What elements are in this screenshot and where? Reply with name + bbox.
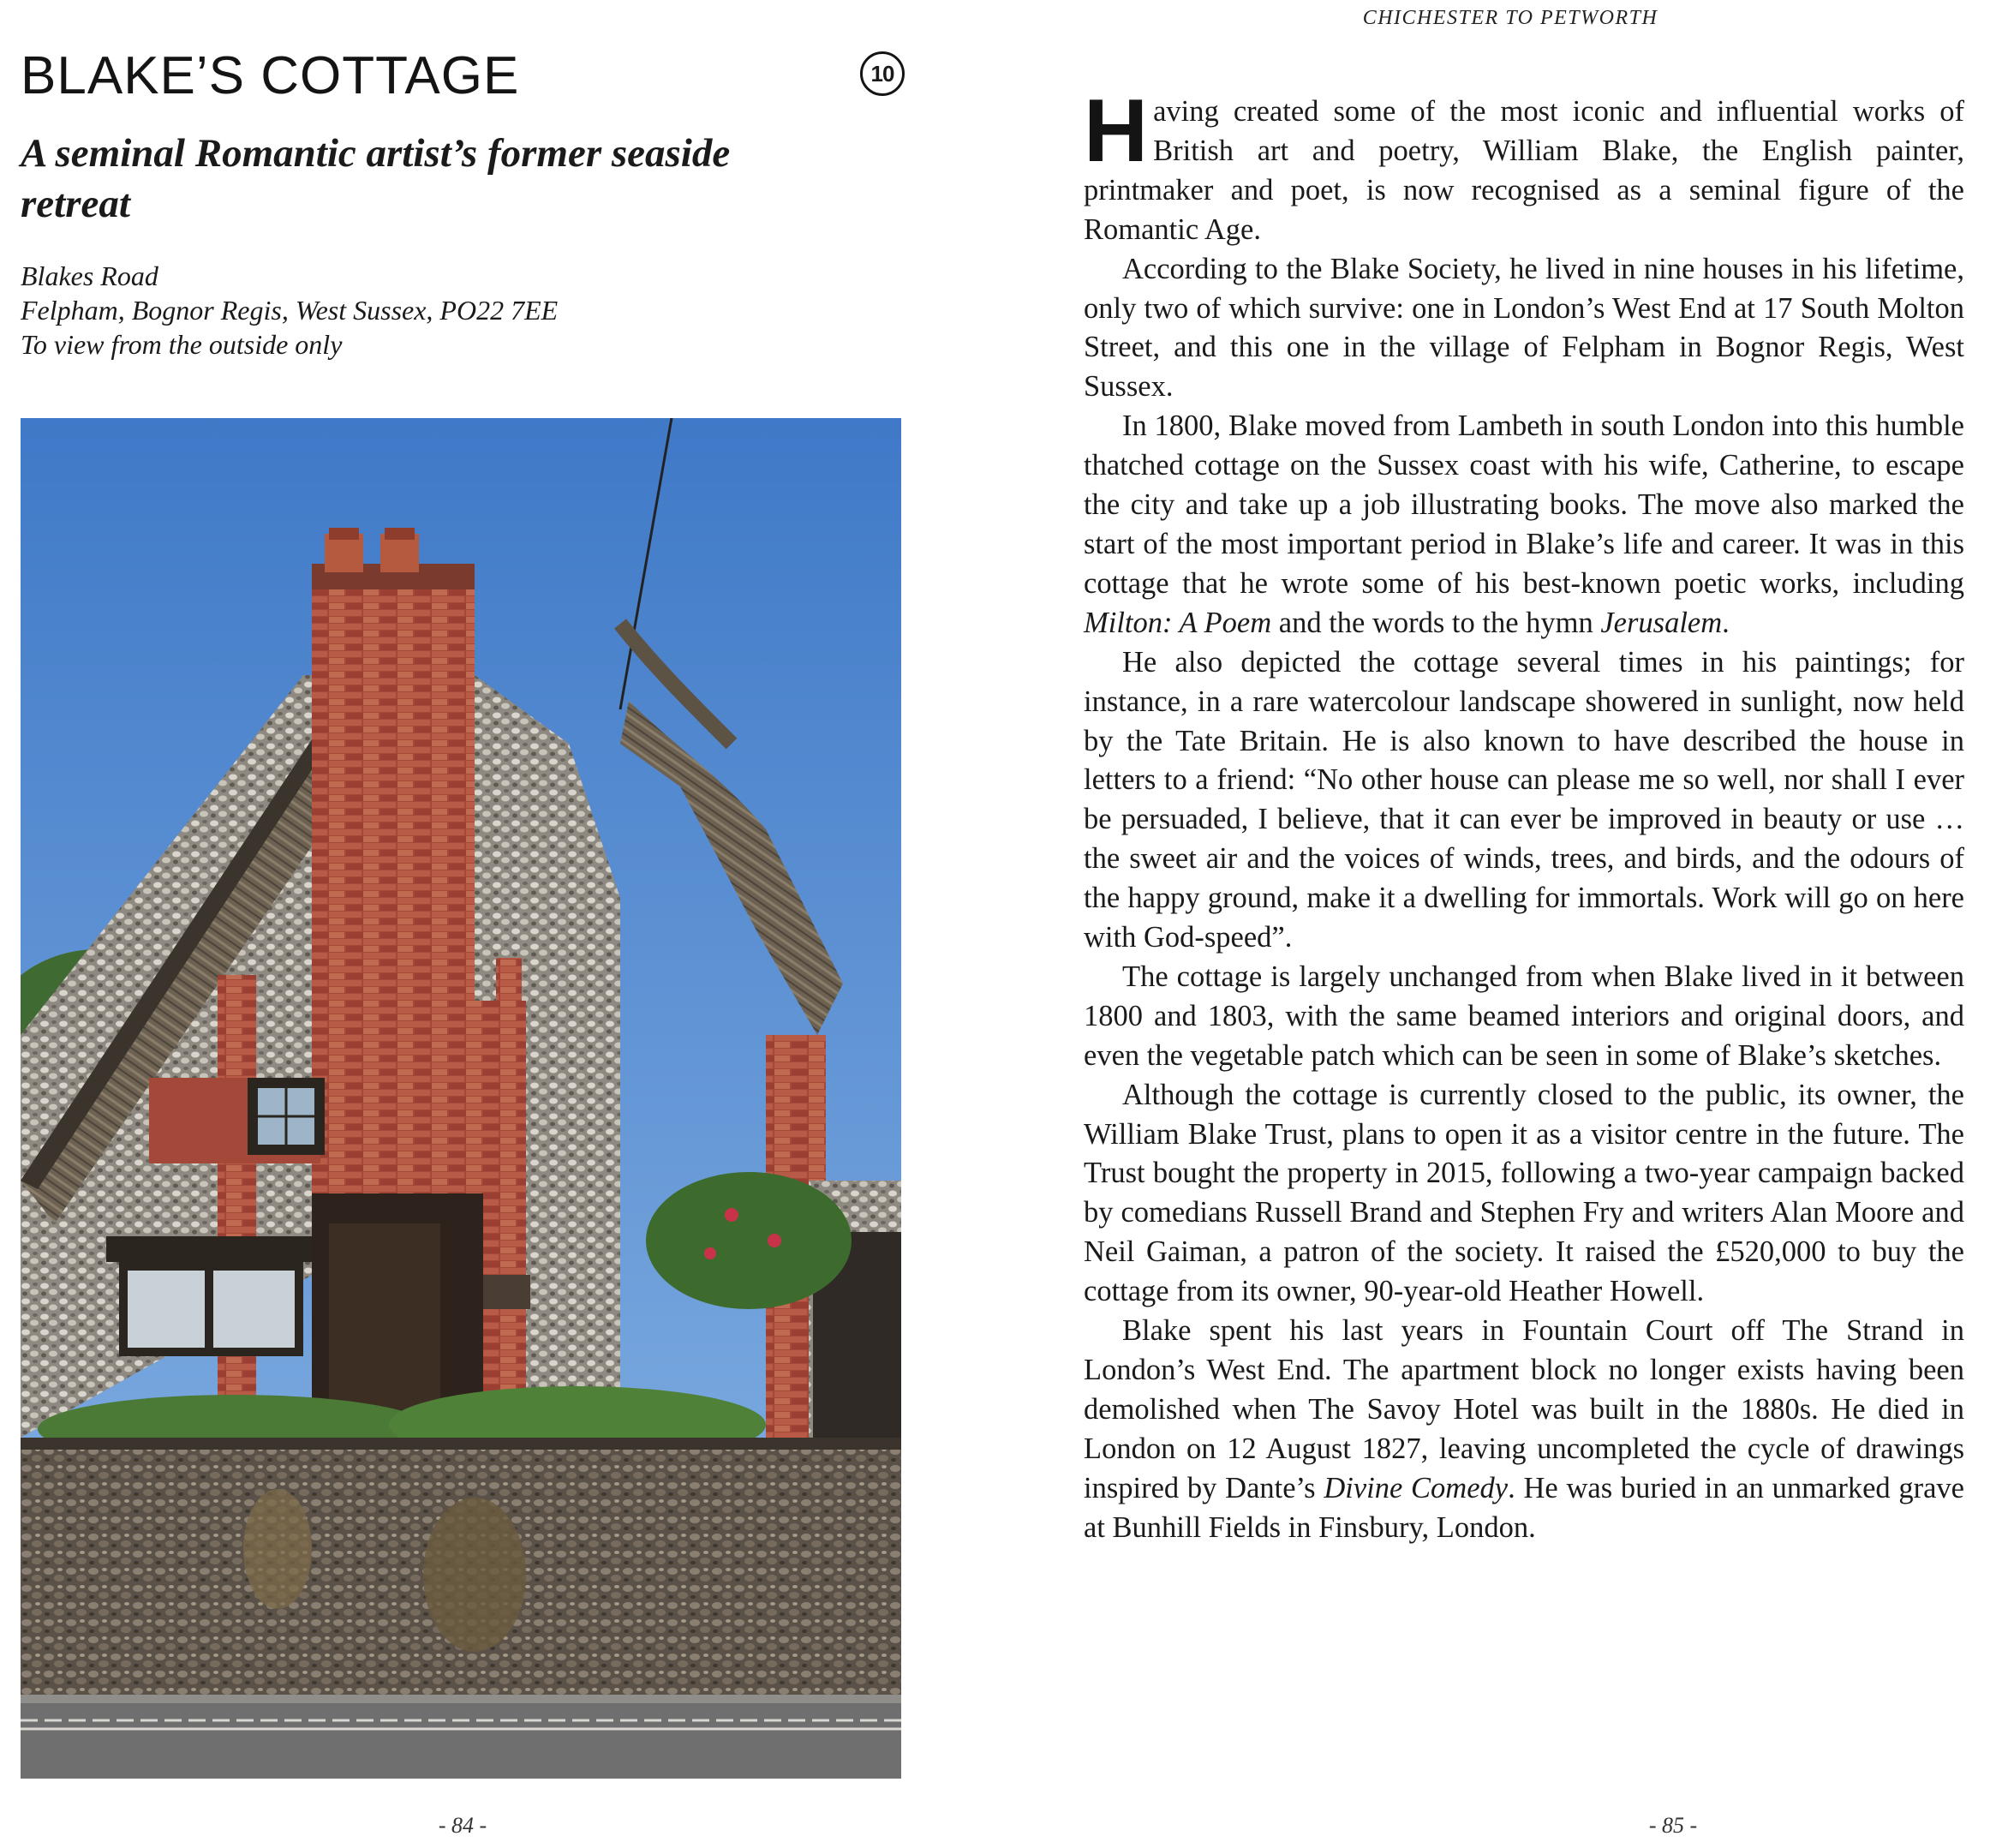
cottage-photo [21, 418, 901, 1779]
address-street: Blakes Road [21, 260, 158, 291]
paragraph-5: The cottage is largely unchanged from when Blake lived in it between 1800 and 1803, with the same beamed interiors and original doors, and even the vegetable patch which can be seen in some of Blake’s sketches. [1084, 960, 1964, 1072]
paragraph-7: Blake spent his last years in Fountain Court off The Strand in London’s West End. The apartment block no longer exists having been demolished when The Savoy Hotel was built in the 1880s. He died in London on 12 August 1827, leaving uncompleted the cycle of drawings inspired by Dante’s Divine Comedy. He was buried in an unmarked grave at Bunhill Fields in Finsbury, London. [1084, 1314, 1964, 1544]
page-number-left: - 84 - [438, 1813, 487, 1838]
work-title-jerusalem: Jerusalem [1600, 606, 1723, 639]
page-number-right: - 85 - [1648, 1813, 1698, 1838]
page-title: BLAKE’S COTTAGE [21, 46, 520, 105]
right-page [1007, 0, 2014, 1848]
paragraph-1: Having created some of the most iconic and influential works of British art and poetry, William Blake, the English painter, printmaker and poet, is now recognised as a seminal figure of the Romantic Age. [1084, 81, 1964, 246]
entry-number-badge: 10 [860, 51, 905, 96]
paragraph-4: He also depicted the cottage several times in his paintings; for instance, in a rare watercolour landscape showered in sunlight, now held by the Tate Britain. He is also known to have described the house in letters to a friend: “No other house can please me so well, nor shall I ever be persuaded, I believe, that it can ever be improved in beauty or use … the sweet air and the voices of winds, trees, and birds, and the odours of the happy ground, make it a dwelling for immortals. Work will go on here with God-speed”. [1084, 645, 1964, 954]
work-title-divine-comedy: Divine Comedy [1324, 1471, 1509, 1504]
address-town: Felpham, Bognor Regis, West Sussex, PO22 7EE [21, 295, 559, 326]
paragraph-2: According to the Blake Society, he lived in nine houses in his lifetime, only two of which survive: one in London’s West End at 17 South Molton Street, and this one in the village of Felpham in Bognor Regis, West Sussex. [1084, 252, 1964, 404]
drop-cap: H [1084, 81, 1149, 181]
paragraph-3: In 1800, Blake moved from Lambeth in south London into this humble thatched cottage on the Sussex coast with his wife, Catherine, to escape the city and take up a job illustrating books. The move also marked the start of the most important period in Blake’s life and career. It was in this cottage that he wrote some of his best-known poetic works, including Milton: A Poem and the words to the hymn Jerusalem. [1084, 410, 1964, 639]
running-head: CHICHESTER TO PETWORTH [1362, 7, 1658, 29]
address-block [21, 259, 558, 362]
work-title-milton: Milton: A Poem [1084, 606, 1272, 639]
visiting-note: To view from the outside only [21, 329, 343, 360]
article-body [1084, 81, 1964, 1548]
page-subtitle: A seminal Romantic artist’s former seaside retreat [21, 131, 731, 226]
paragraph-6: Although the cottage is currently closed to the public, its owner, the William Blake Trust, plans to open it as a visitor centre in the future. The Trust bought the property in 2015, following a two-year campaign backed by comedians Russell Brand and Stephen Fry and writers Alan Moore and Neil Gaiman, a patron of the society. It raised the £520,000 to buy the cottage from its owner, 90-year-old Heather Howell. [1084, 1078, 1964, 1308]
